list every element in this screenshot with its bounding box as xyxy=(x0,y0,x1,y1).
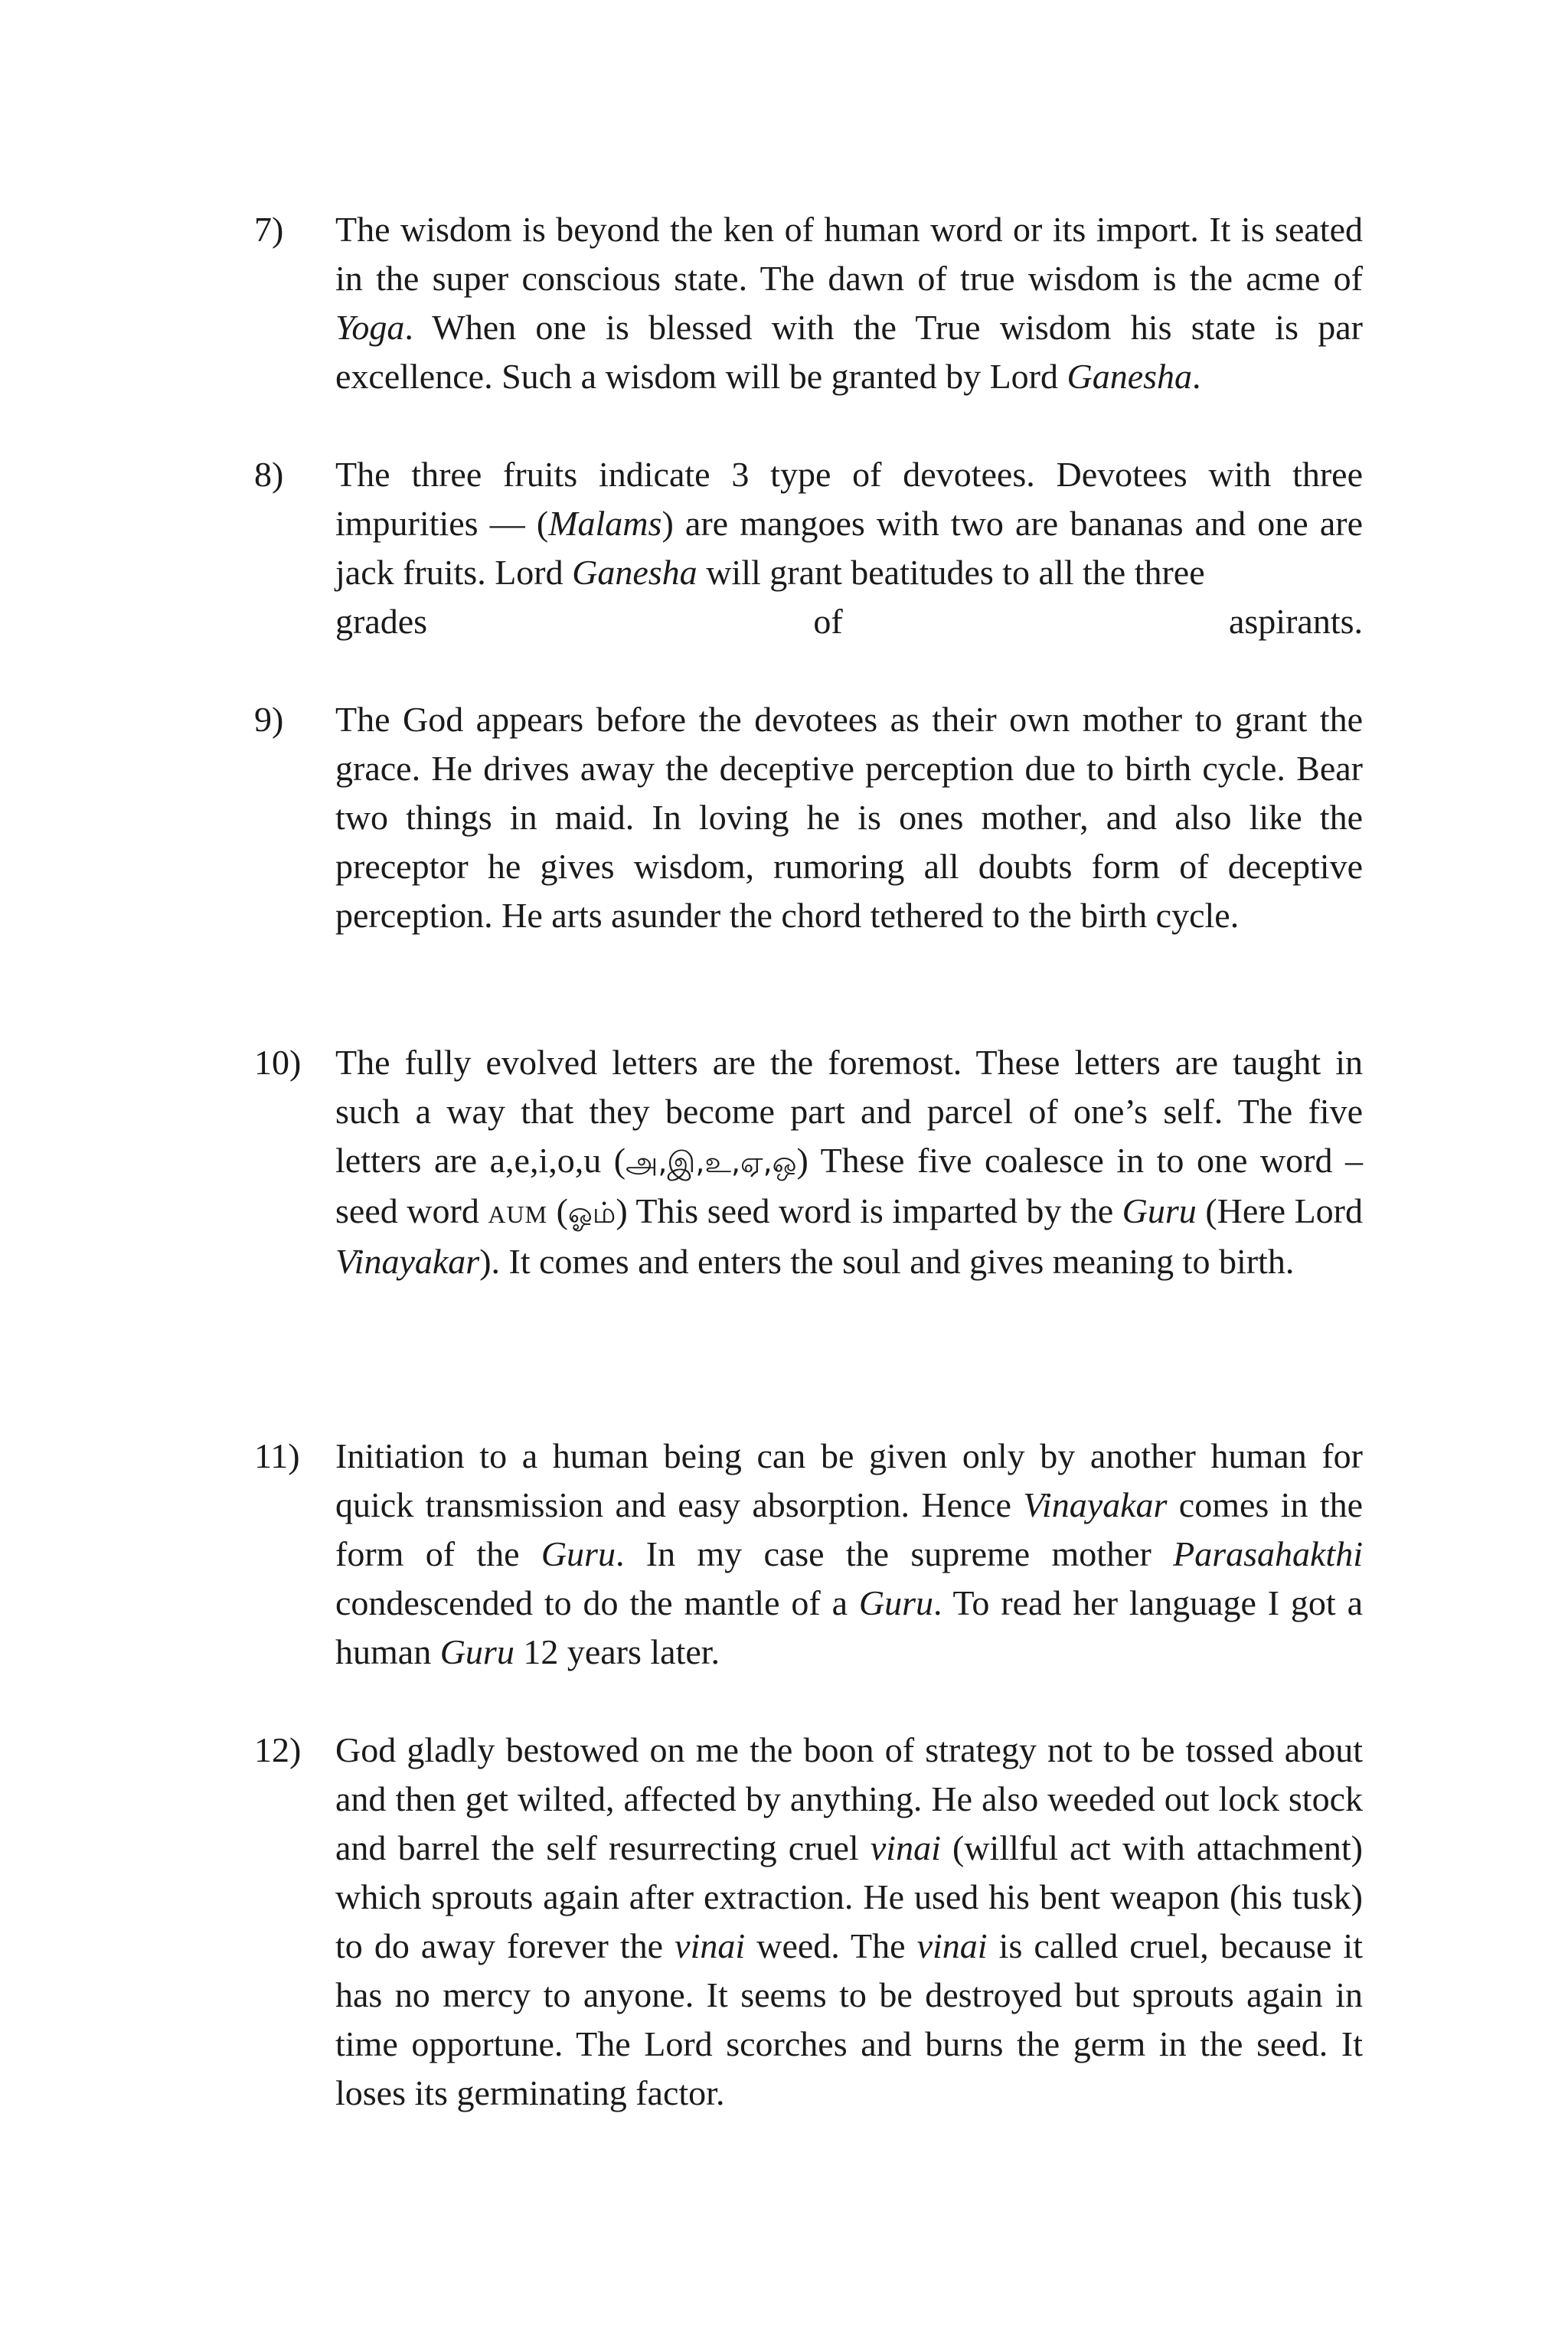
text-run: God gladly bestowed on me the boon of strategy not to be tossed about and then get wilted, affected by anything. He also weeded out lock stock and barrel the self resurrecting cruel xyxy=(335,1730,1363,1867)
item-text xyxy=(335,205,1363,401)
text-run: is called cruel, because it has no mercy to anyone. It seems to be destroyed but sprouts again in time opportune. The Lord scorches and burns the germ in the seed. It loses its germinating factor. xyxy=(335,1926,1363,2112)
text-run: ( xyxy=(547,1191,568,1230)
italic-term: Vinayakar xyxy=(335,1242,480,1281)
item-number: 12) xyxy=(254,1730,302,1769)
text-run: condescended to do the mantle of a xyxy=(335,1583,859,1622)
italic-term: Guru xyxy=(439,1632,514,1671)
text-run: The wisdom is beyond the ken of human word or its import. It is seated in the super conscious state. The dawn of true wisdom is the acme of xyxy=(335,210,1363,298)
small-caps-term: aum xyxy=(488,1191,548,1230)
text-run: . To read her language I got a human xyxy=(335,1583,1363,1671)
item-number: 10) xyxy=(254,1043,302,1082)
text-run: will grant beatitudes to all the three xyxy=(697,553,1205,592)
tamil-letters: அ,இ,உ,ஏ,ஒ xyxy=(626,1145,797,1179)
text-run: The three fruits indicate 3 type of devotees. Devotees with three impurities — ( xyxy=(335,455,1363,543)
text-run: ). It comes and enters the soul and gives meaning to birth. xyxy=(479,1242,1295,1281)
list-item xyxy=(254,1726,1363,2118)
italic-term: vinai xyxy=(675,1926,746,1965)
italic-term: vinai xyxy=(916,1926,988,1965)
italic-term: Ganesha xyxy=(1067,357,1193,396)
text-run: aspirants. xyxy=(1228,602,1363,641)
spread-last-line xyxy=(335,597,1363,646)
text-run: ) These five coalesce in to one word – seed word xyxy=(335,1141,1364,1230)
italic-term: Vinayakar xyxy=(1023,1485,1168,1524)
text-run: comes in the form of the xyxy=(335,1485,1364,1573)
list-item xyxy=(254,450,1363,646)
text-run: The God appears before the devotees as their own mother to grant the grace. He drives away the deceptive perception due to birth cycle. Bear two things in maid. In loving he is ones mother, and also like the preceptor he gives wisdom, rumoring all doubts form of deceptive perception. He arts asunder the chord tethered to the birth cycle. xyxy=(335,700,1363,935)
italic-term: Malams xyxy=(548,504,662,543)
item-number: 7) xyxy=(254,210,284,249)
tamil-word: ஓம் xyxy=(567,1196,616,1230)
item-number: 9) xyxy=(254,700,284,739)
item-text xyxy=(335,450,1363,597)
text-run: grades xyxy=(335,602,428,641)
text-run: . In my case the supreme mother xyxy=(615,1534,1174,1573)
text-run: . When one is blessed with the True wisdom his state is par excellence. Such a wisdom will be granted by Lord xyxy=(335,308,1363,396)
text-run: 12 years later. xyxy=(514,1632,720,1671)
text-run: weed. The xyxy=(745,1926,917,1965)
text-run: ) This seed word is imparted by the xyxy=(616,1191,1122,1230)
italic-term: Guru xyxy=(541,1534,616,1573)
item-text xyxy=(335,1038,1363,1286)
italic-term: Guru xyxy=(858,1583,933,1622)
item-number: 11) xyxy=(254,1436,300,1475)
list-item xyxy=(254,205,1363,401)
text-run: (willful act with attachment) which sprouts again after extraction. He used his bent weapon (his tusk) to do away forever the xyxy=(335,1828,1363,1965)
italic-term: Parasahakthi xyxy=(1173,1534,1363,1573)
item-text xyxy=(335,695,1363,940)
list-item xyxy=(254,1038,1363,1286)
text-run: of xyxy=(813,602,843,641)
text-run: Initiation to a human being can be given only by another human for quick transmission and easy absorption. Hence xyxy=(335,1436,1363,1524)
text-run: ) are mangoes with two are bananas and one are jack fruits. Lord xyxy=(335,504,1364,592)
text-run: The fully evolved letters are the foremost. These letters are taught in such a way that they become part and parcel of one’s self. The five letters are a,e,i,o,u ( xyxy=(335,1043,1363,1180)
item-text xyxy=(335,1726,1363,2118)
italic-term: Yoga xyxy=(335,308,405,347)
text-run: (Here Lord xyxy=(1196,1191,1363,1230)
italic-term: Ganesha xyxy=(572,553,697,592)
text-run: . xyxy=(1192,357,1201,396)
item-number: 8) xyxy=(254,455,284,494)
italic-term: Guru xyxy=(1122,1191,1197,1230)
list-item xyxy=(254,1432,1363,1677)
item-text xyxy=(335,1432,1363,1677)
italic-term: vinai xyxy=(870,1828,941,1867)
list-item xyxy=(254,695,1363,940)
